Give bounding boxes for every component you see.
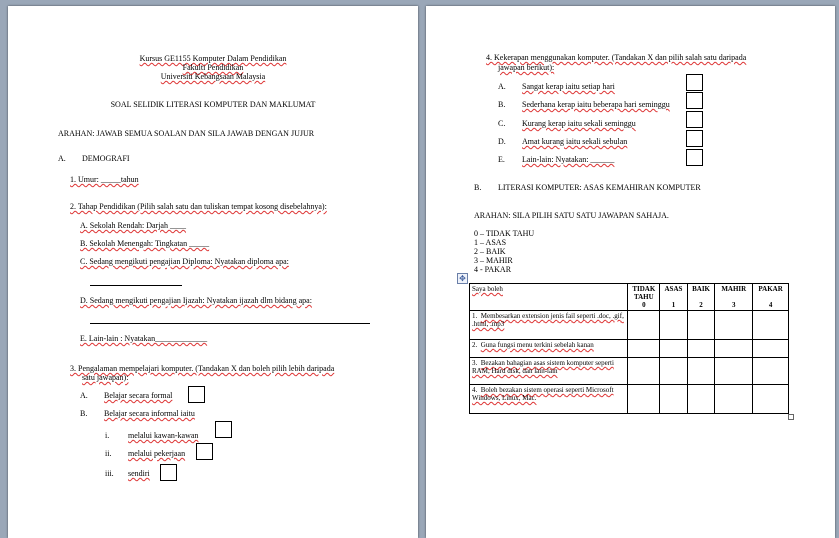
frequency-d-label: Amat kurang iaitu sekali sebulan	[522, 137, 628, 146]
document-page-2	[426, 6, 835, 538]
header-col-4: PAKAR 4	[753, 284, 789, 311]
question-age: 1. Umur: _____tahun	[70, 175, 139, 184]
frequency-a-label: Sangat kerap iaitu setiap hari	[522, 82, 615, 91]
header-course: Kursus GE1155 Komputer Dalam Pendidikan	[139, 54, 287, 63]
sub-option-ii-num: ii.	[105, 449, 112, 458]
cell-2-2[interactable]	[687, 340, 715, 358]
frequency-c-letter: C.	[498, 119, 506, 128]
question-frequency-cont: jawapan berikut):	[498, 63, 555, 72]
education-option-e: E. Lain-lain : Nyatakan_____________	[80, 334, 208, 343]
answer-line-diploma	[90, 285, 182, 286]
question-learning-experience: 3. Pengalaman mempelajari komputer. (Tandakan X dan boleh pilih lebih daripada	[70, 364, 335, 373]
cell-3-4[interactable]	[753, 358, 789, 385]
table-row	[470, 385, 789, 414]
cell-4-3[interactable]	[715, 385, 753, 414]
header-faculty: Fakulti Pendidikan	[182, 63, 244, 72]
sub-option-iii-num: iii.	[105, 469, 114, 478]
header-col-3: MAHIR 3	[715, 284, 753, 311]
cell-4-1[interactable]	[660, 385, 688, 414]
scale-2: 2 – BAIK	[474, 247, 506, 256]
answer-line-degree	[90, 323, 370, 324]
education-option-c: C. Sedang mengikuti pengajian Diploma: Nyatakan diploma apa:	[80, 257, 289, 266]
cell-3-2[interactable]	[687, 358, 715, 385]
learning-option-a-letter: A.	[80, 391, 88, 400]
question-education: 2. Tahap Pendidikan (Pilih salah satu dan tuliskan tempat kosong disebelahnya):	[70, 202, 327, 211]
row-skill-2: 2. Guna fungsi menu terkini sebelah kanan	[470, 340, 628, 358]
cell-1-1[interactable]	[660, 311, 688, 340]
checkbox-freq-a[interactable]	[686, 74, 703, 91]
cell-2-1[interactable]	[660, 340, 688, 358]
section-a-title: DEMOGRAFI	[82, 154, 130, 163]
header-university: Universiti Kebangsaan Malaysia	[160, 72, 266, 81]
frequency-b-label: Sederhana kerap iaitu beberapa hari seminggu	[522, 100, 670, 109]
frequency-e-letter: E.	[498, 155, 505, 164]
header-col-1: ASAS 1	[660, 284, 688, 311]
header-col-0: TIDAK TAHU 0	[628, 284, 660, 311]
table-row	[470, 311, 789, 340]
cell-3-3[interactable]	[715, 358, 753, 385]
frequency-d-letter: D.	[498, 137, 506, 146]
scale-4: 4 - PAKAR	[474, 265, 512, 274]
checkbox-self[interactable]	[160, 464, 177, 481]
learning-option-b-label: Belajar secara informal iaitu	[104, 409, 195, 418]
cell-4-4[interactable]	[753, 385, 789, 414]
sub-option-iii-label: sendiri	[128, 469, 150, 478]
question-frequency: 4. Kekerapan menggunakan komputer. (Tandakan X dan pilih salah satu daripada	[486, 53, 747, 62]
cell-4-0[interactable]	[628, 385, 660, 414]
checkbox-friends[interactable]	[215, 421, 232, 438]
education-option-d: D. Sedang mengikuti pengajian Ijazah: Nyatakan ijazah dlm bidang apa:	[80, 296, 312, 305]
instruction-text: ARAHAN: JAWAB SEMUA SOALAN DAN SILA JAWAB DENGAN JUJUR	[58, 129, 315, 138]
checkbox-work[interactable]	[196, 443, 213, 460]
document-title: SOAL SELIDIK LITERASI KOMPUTER DAN MAKLUMAT	[110, 100, 316, 109]
row-skill-4: 4. Boleh bezakan sistem operasi seperti Microsoft Windows, Linux, Mac.	[470, 385, 628, 414]
cell-4-2[interactable]	[687, 385, 715, 414]
skills-table	[469, 283, 789, 414]
table-row	[470, 340, 789, 358]
frequency-b-letter: B.	[498, 100, 506, 109]
section-b-letter: B.	[474, 183, 482, 192]
scale-3: 3 – MAHIR	[474, 256, 513, 265]
header-skill: Saya boleh	[470, 284, 628, 311]
checkbox-freq-d[interactable]	[686, 130, 703, 147]
table-row	[470, 358, 789, 385]
cell-1-0[interactable]	[628, 311, 660, 340]
cell-1-3[interactable]	[715, 311, 753, 340]
checkbox-formal[interactable]	[188, 386, 205, 403]
table-header-row	[470, 284, 789, 311]
learning-option-a-label: Belajar secara formal	[104, 391, 173, 400]
cell-1-4[interactable]	[753, 311, 789, 340]
row-skill-3: 3. Bezakan bahagian asas sistem komputer seperti RAM, Hard disk, dan lain-lain	[470, 358, 628, 385]
cell-2-4[interactable]	[753, 340, 789, 358]
frequency-a-letter: A.	[498, 82, 506, 91]
document-page-1	[8, 6, 418, 538]
scale-0: 0 – TIDAK TAHU	[474, 229, 535, 238]
cell-3-0[interactable]	[628, 358, 660, 385]
frequency-e-label: Lain-lain: Nyatakan: ______	[522, 155, 615, 164]
education-option-a: A. Sekolah Rendah: Darjah ____	[80, 221, 186, 230]
scale-1: 1 – ASAS	[474, 238, 507, 247]
checkbox-freq-e[interactable]	[686, 149, 703, 166]
cell-2-0[interactable]	[628, 340, 660, 358]
question-learning-experience-cont: satu jawapan):	[82, 373, 129, 382]
checkbox-freq-b[interactable]	[686, 92, 703, 109]
section-a-letter: A.	[58, 154, 66, 163]
header-col-2: BAIK 2	[687, 284, 715, 311]
checkbox-freq-c[interactable]	[686, 111, 703, 128]
section-b-title: LITERASI KOMPUTER: ASAS KEMAHIRAN KOMPUTER	[498, 183, 701, 192]
row-skill-1: 1. Membesarkan extension jenis fail seperti .doc, .gif, .html, .mp3	[470, 311, 628, 340]
sub-option-i-num: i.	[105, 431, 110, 440]
cell-2-3[interactable]	[715, 340, 753, 358]
cell-3-1[interactable]	[660, 358, 688, 385]
cell-1-2[interactable]	[687, 311, 715, 340]
education-option-b: B. Sekolah Menengah: Tingkatan _____	[80, 239, 210, 248]
table-resize-handle-icon[interactable]	[788, 414, 794, 420]
learning-option-b-letter: B.	[80, 409, 88, 418]
instruction-b: ARAHAN: SILA PILIH SATU SATU JAWAPAN SAHAJA.	[474, 211, 669, 220]
frequency-c-label: Kurang kerap iaitu sekali seminggu	[522, 119, 636, 128]
sub-option-i-label: melalui kawan-kawan	[128, 431, 199, 440]
sub-option-ii-label: melalui pekerjaan	[128, 449, 186, 458]
table-move-handle-icon[interactable]: ✥	[457, 273, 468, 284]
